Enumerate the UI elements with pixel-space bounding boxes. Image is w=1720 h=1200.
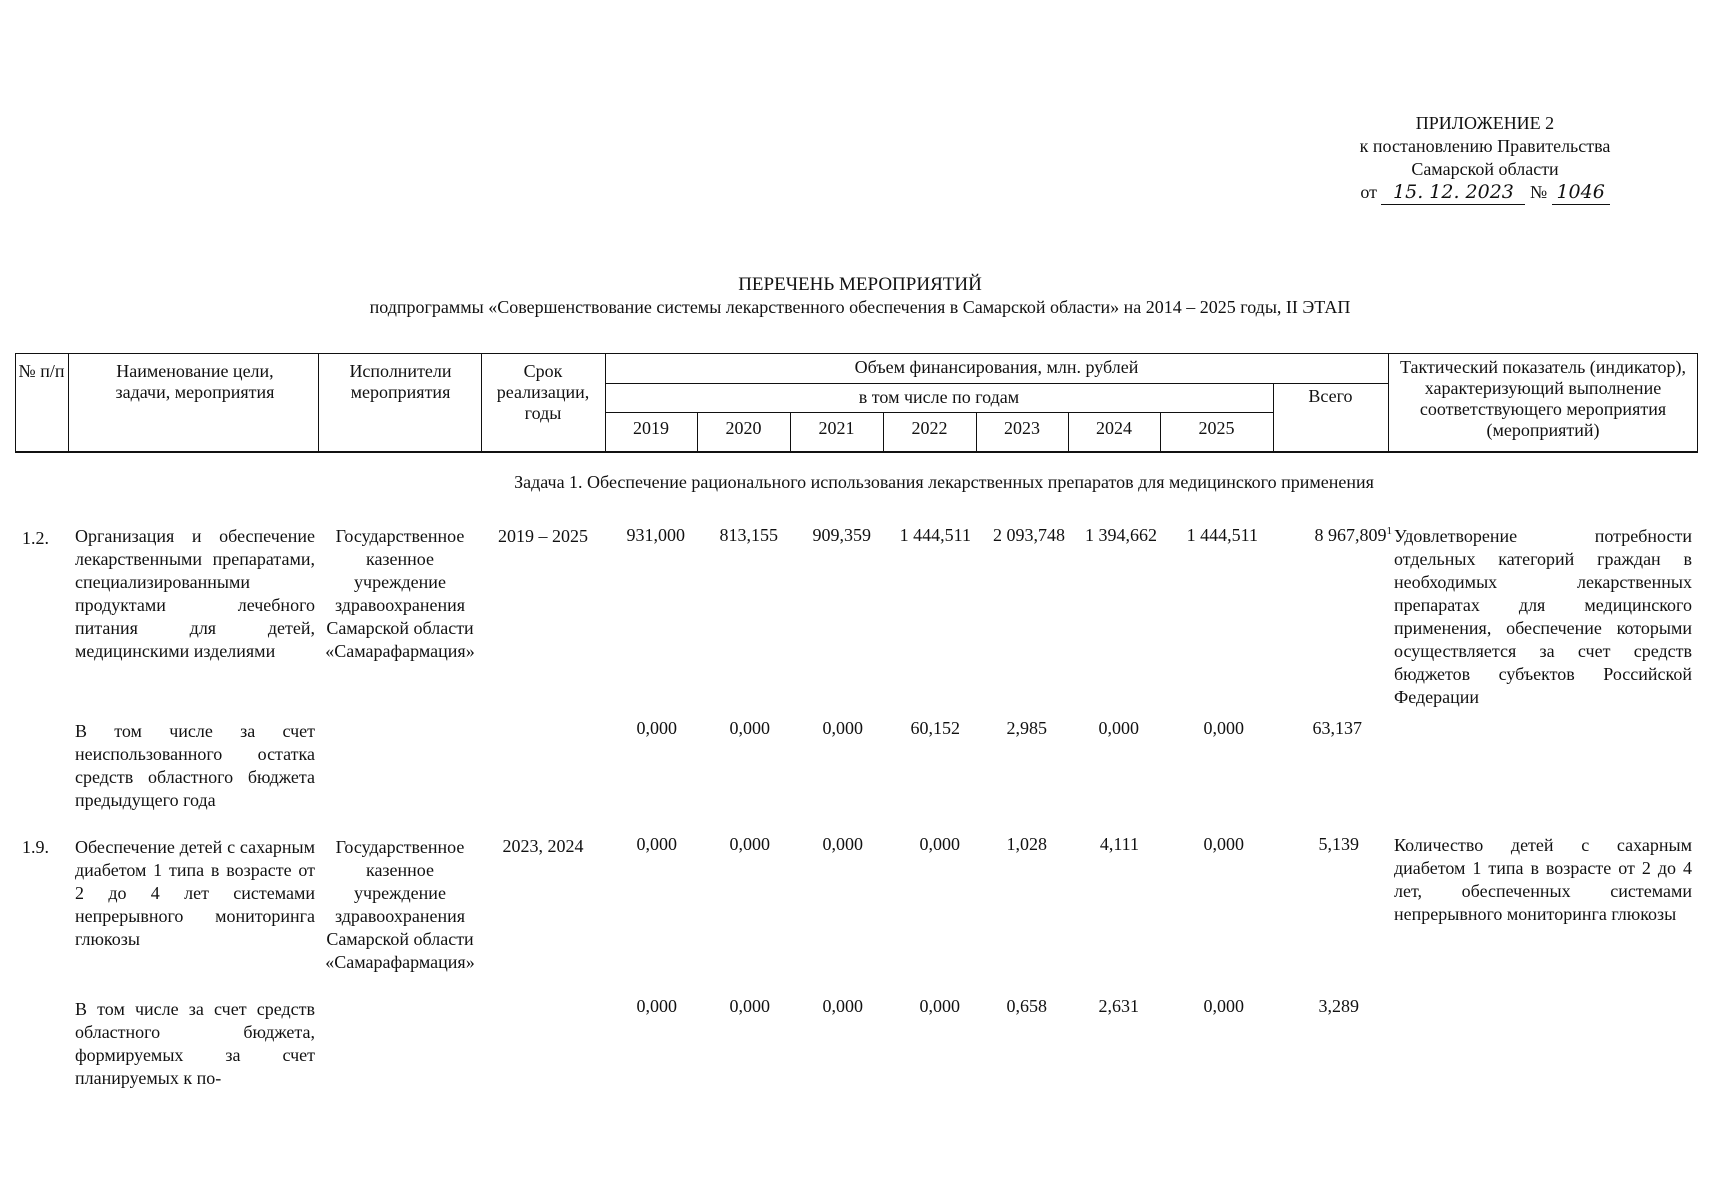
row-value-2022: 1 444,511	[899, 525, 971, 545]
row-name: В том числе за счет средств областного бюджета, формируемых за счет планируемых к по-	[75, 999, 315, 1088]
appendix-date-line	[1300, 181, 1670, 205]
document-subtitle: подпрограммы «Совершенствование системы лекарственного обеспечения в Самарской области» на 2014 – 2025 годы, II ЭТАП	[369, 297, 1351, 317]
row-value-2021: 0,000	[822, 718, 863, 738]
row-name: В том числе за счет неиспользованного остатка средств областного бюджета предыдущего года	[75, 721, 315, 810]
header-col-term: Срок реализации, годы	[496, 361, 590, 423]
row-total-footnote: 1	[1386, 525, 1392, 537]
document-title: ПЕРЕЧЕНЬ МЕРОПРИЯТИЙ	[738, 274, 982, 295]
row-value-2023: 0,658	[1006, 996, 1047, 1016]
header-year-2025: 2025	[1198, 418, 1235, 438]
row-value-2019: 931,000	[626, 525, 685, 545]
appendix-title: ПРИЛОЖЕНИЕ 2	[1415, 113, 1555, 133]
row-value-2021: 0,000	[822, 834, 863, 854]
appendix-region: Самарской области	[1411, 159, 1559, 179]
row-value-2025: 0,000	[1203, 996, 1244, 1016]
row-number: 1.9.	[22, 837, 49, 857]
row-value-2024: 0,000	[1098, 718, 1139, 738]
header-col-name: Наименование цели, задачи, мероприятия	[115, 361, 275, 402]
row-value-2020: 0,000	[729, 718, 770, 738]
row-value-2021: 909,359	[812, 525, 871, 545]
row-term: 2023, 2024	[502, 836, 584, 856]
header-year-2023: 2023	[1004, 418, 1040, 438]
number-prefix: №	[1529, 182, 1548, 202]
appendix-block	[1300, 112, 1670, 205]
row-value-2022: 60,152	[910, 718, 960, 738]
header-col-exec: Исполнители мероприятия	[349, 361, 452, 402]
row-value-2023: 1,028	[1006, 834, 1047, 854]
row-executor: Государственное казенное учреждение здравоохранения Самарской области «Самарафармация»	[325, 526, 475, 661]
row-value-2023: 2 093,748	[993, 525, 1065, 545]
row-value-2020: 0,000	[729, 834, 770, 854]
row-executor: Государственное казенное учреждение здравоохранения Самарской области «Самарафармация»	[325, 837, 475, 972]
row-value-2024: 2,631	[1098, 996, 1139, 1016]
row-value-2020: 813,155	[719, 525, 778, 545]
appendix-resolution: к постановлению Правительства	[1359, 136, 1611, 156]
row-value-2024: 4,111	[1099, 834, 1139, 854]
row-total: 3,289	[1318, 996, 1359, 1016]
header-col-no: № п/п	[18, 361, 65, 381]
row-value-2025: 0,000	[1203, 718, 1244, 738]
row-value-2019: 0,000	[636, 996, 677, 1016]
row-value-2019: 0,000	[636, 718, 677, 738]
header-year-2019: 2019	[633, 418, 669, 438]
header-year-2024: 2024	[1096, 418, 1132, 438]
row-total-value: 8 967,809	[1314, 525, 1387, 545]
header-year-2021: 2021	[818, 418, 855, 438]
header-col-total: Всего	[1308, 386, 1353, 406]
row-indicator: Удовлетворение потребности отдельных категорий граждан в необходимых лекарственных препаратах для медицинского применения, обеспечение которыми осуществляется за счет средств бюджетов субъектов Российской Федерации	[1394, 526, 1692, 707]
appendix-date: 15. 12. 2023	[1381, 181, 1525, 205]
row-value-2021: 0,000	[822, 996, 863, 1016]
header-year-2022: 2022	[911, 418, 948, 438]
row-term: 2019 – 2025	[498, 526, 588, 546]
row-number: 1.2.	[22, 528, 49, 548]
row-total: 5,139	[1318, 834, 1359, 854]
task-title: Задача 1. Обеспечение рационального использования лекарственных препаратов для медицинского применения	[514, 472, 1374, 492]
row-indicator: Количество детей с сахарным диабетом 1 типа в возрасте от 2 до 4 лет, обеспеченных системами непрерывного мониторинга глюкозы	[1394, 835, 1692, 924]
date-prefix: от	[1360, 182, 1377, 202]
row-value-2020: 0,000	[729, 996, 770, 1016]
header-years-group: в том числе по годам	[858, 387, 1020, 407]
header-year-2020: 2020	[725, 418, 762, 438]
row-total: 63,137	[1312, 718, 1362, 738]
row-total	[1270, 525, 1392, 546]
row-value-2022: 0,000	[919, 996, 960, 1016]
row-value-2022: 0,000	[919, 834, 960, 854]
appendix-number: 1046	[1552, 181, 1610, 205]
header-col-financing: Объем финансирования, млн. рублей	[854, 357, 1139, 377]
row-value-2025: 0,000	[1203, 834, 1244, 854]
row-value-2019: 0,000	[636, 834, 677, 854]
row-name: Обеспечение детей с сахарным диабетом 1 типа в возрасте от 2 до 4 лет системами непрерывного мониторинга глюкозы	[75, 837, 315, 949]
row-value-2023: 2,985	[1006, 718, 1047, 738]
row-name: Организация и обеспечение лекарственными препаратами, специализированными продуктами лечебного питания для детей, медицинскими изделиями	[75, 526, 315, 661]
row-value-2024: 1 394,662	[1085, 525, 1157, 545]
header-col-indicator: Тактический показатель (индикатор), характеризующий выполнение соответствующего мероприятия (мероприятий)	[1400, 357, 1686, 440]
row-value-2025: 1 444,511	[1186, 525, 1258, 545]
